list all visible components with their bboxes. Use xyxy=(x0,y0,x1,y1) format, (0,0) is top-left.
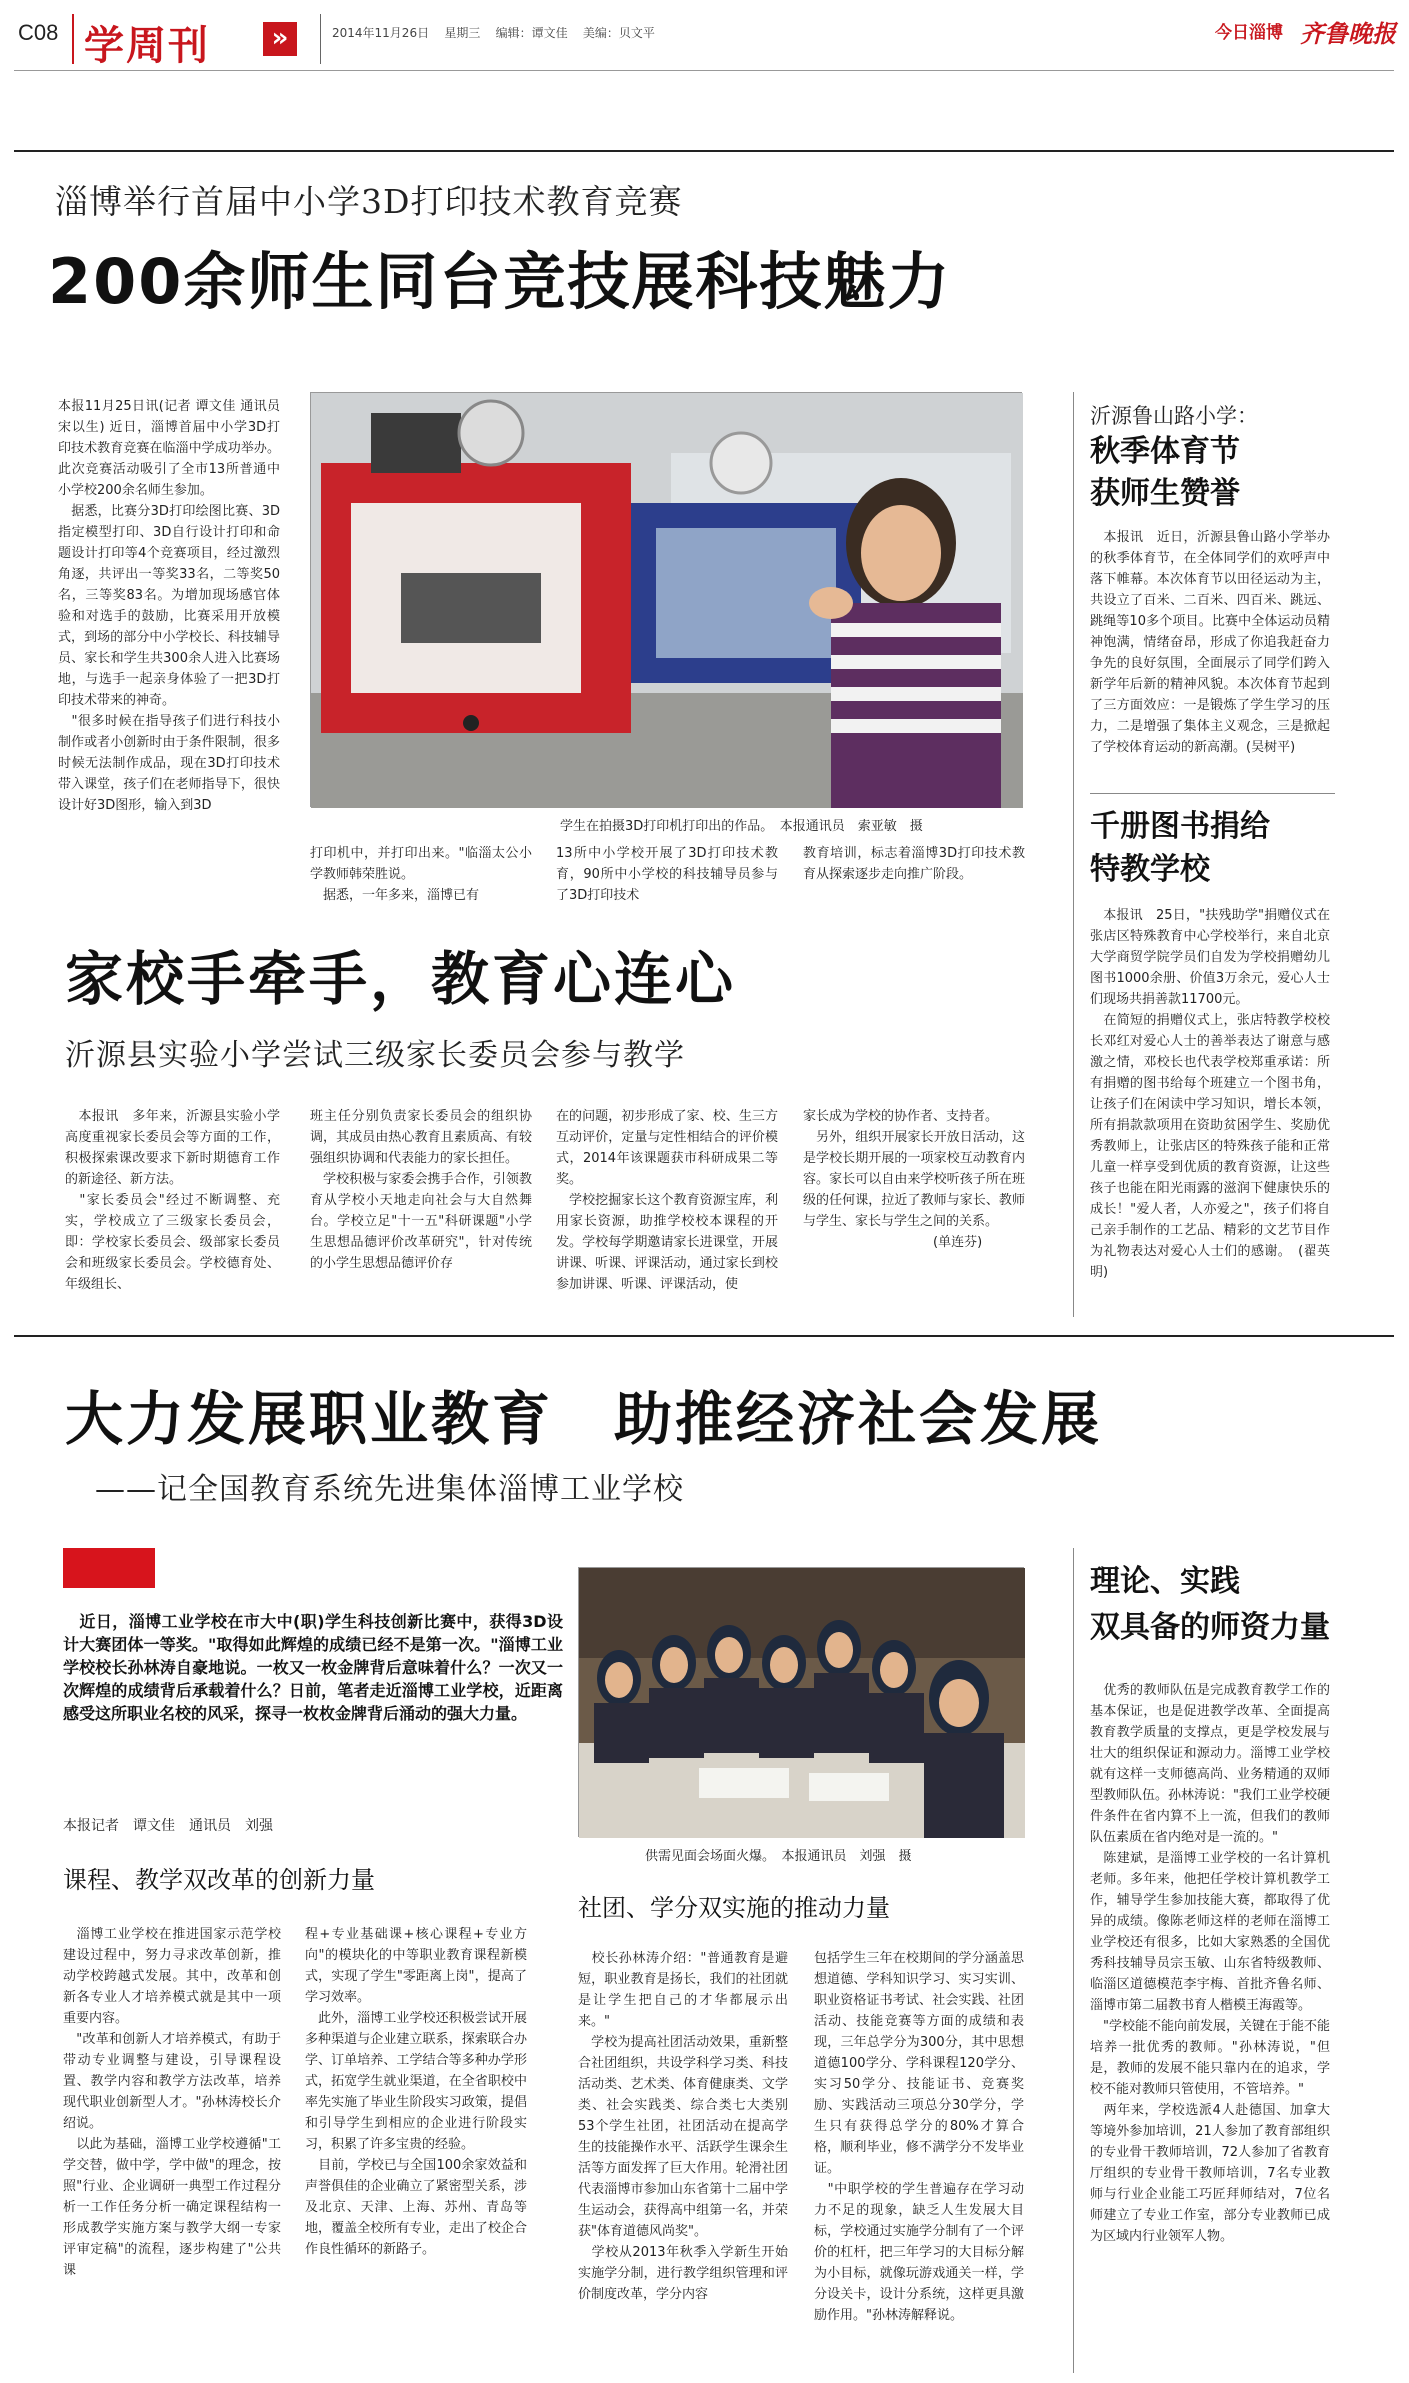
section-title: 学周刊 xyxy=(84,23,210,69)
article3-intro: 近日，淄博工业学校在市大中(职)学生科技创新比赛中，获得3D设计大赛团体一等奖。"取得如此辉煌的成绩已经不是第一次。"淄博工业学校校长孙林涛自豪地说。一枚又一枚金牌背后意味着什么？一次又一次辉煌的成绩背后承载着什么？日前，笔者走近淄博工业学校，近距离感受这所职业名校的风采，探寻一枚枚金牌背后涌动的强大力量。 xyxy=(63,1612,563,1723)
article1-headline: 200余师生同台竞技展科技魅力 xyxy=(48,245,952,318)
page-code: C08 xyxy=(18,20,59,45)
side2-body: 本报讯 25日，"扶残助学"捐赠仪式在张店区特殊教育中心学校举行，来自北京大学商贸学院学员们自发为学校捐赠幼儿图书1000余册、价值3万余元，爱心人士们现场共捐善款11700元。 在简短的捐赠仪式上，张店特教学校校长邓红对爱心人士的善举表达了谢意与感激之情，邓校长也代表学校郑重承诺：所有捐赠的图书给每个班建立一个图书角，让孩子们在闲读中学习知识，增长本领，所有捐款款项用在资助贫困学生、奖励优秀教师上，让张店区的特殊孩子能和正常儿童一样享受到优质的教育资源，让这些孩子也能在阳光雨露的滋润下健康快乐的成长！"爱人者，人亦爱之"，孩子们将自己亲手制作的工艺品、精彩的文艺节目作为礼物表达对爱心人士们的感谢。 (翟英明) xyxy=(1090,908,1330,1280)
article3-red-tab xyxy=(63,1548,155,1588)
side3-divider xyxy=(1073,1548,1074,2373)
side3-headline-line2: 双具备的师资力量 xyxy=(1090,1610,1330,1645)
article1-column-3: 13所中小学校开展了3D打印技术教育，90所中小学校的科技辅导员参与了3D打印技术 xyxy=(556,846,778,903)
article3-headline: 大力发展职业教育 助推经济社会发展 xyxy=(65,1385,1103,1453)
side-column-divider xyxy=(1073,392,1074,1317)
masthead-info xyxy=(332,24,655,41)
side1-headline-line1: 秋季体育节 xyxy=(1090,434,1240,469)
article3-subhead: ——记全国教育系统先进集体淄博工业学校 xyxy=(95,1472,684,1507)
article2-subhead: 沂源县实验小学尝试三级家长委员会参与教学 xyxy=(65,1038,685,1073)
article2-bottom-rule xyxy=(14,1335,1394,1337)
issue-date: 2014年11月26日 xyxy=(332,26,430,40)
article3-section2-column-2: 包括学生三年在校期间的学分涵盖思想道德、学科知识学习、实习实训、职业资格证书考试、社会实践、社团活动、技能竞赛等方面的成绩和表现，三年总学分为300分，其中思想道德100学分、学科课程120学分、实习50学分、技能证书、竞赛奖励、实践活动三项总分30学分，学生只有获得总学分的80%才算合格，顺利毕业，修不满学分不发毕业证。 "中职学校的学生普遍存在学习动力不足的现象，缺乏人生发展大目标，学校通过实施学分制有了一个评价的杠杆，把三年学习的大目标分解为小目标，就像玩游戏通关一样，学分设关卡，设计分系统，这样更具激励作用。"孙林涛解释说。 xyxy=(814,1951,1024,2323)
issue-weekday: 星期三 xyxy=(444,26,481,40)
side3-headline-line1: 理论、实践 xyxy=(1090,1564,1240,1599)
article1-kicker: 淄博举行首届中小学3D打印技术教育竞赛 xyxy=(55,182,683,221)
article1-photo-caption: 学生在拍摄3D打印机打印出的作品。 本报通讯员 索亚敏 摄 xyxy=(560,819,923,834)
job-fair-illustration xyxy=(579,1568,1025,1838)
side2-headline-line2: 特教学校 xyxy=(1090,852,1210,887)
masthead-divider xyxy=(320,14,321,64)
article3-photo xyxy=(578,1567,1024,1837)
brand-small: 今日淄博 xyxy=(1215,23,1283,43)
article3-section1-column-2: 程+专业基础课+核心课程+专业方向"的模块化的中等职业教育课程新模式，实现了学生"零距离上岗"，提高了学习效率。 此外，淄博工业学校还积极尝试开展多种渠道与企业建立联系，探索联合办学、订单培养、工学结合等多种办学形式，拓宽学生就业渠道，在全省职校中率先实施了毕业生阶段实习政策，提倡和引导学生到相应的企业进行阶段实习，积累了许多宝贵的经验。 目前，学校已与全国100余家效益和声誉俱佳的企业确立了紧密型关系，涉及北京、天津、上海、苏州、青岛等地，覆盖全校所有专业，走出了校企合作良性循环的新路子。 xyxy=(305,1927,527,2257)
masthead xyxy=(0,0,1409,95)
editor-credit: 编辑：谭文佳 xyxy=(495,26,568,40)
article3-section1-title: 课程、教学双改革的创新力量 xyxy=(63,1866,375,1894)
article1-column-1: 本报11月25日讯(记者 谭文佳 通讯员 宋以生) 近日，淄博首届中小学3D打印技术教育竞赛在临淄中学成功举办。此次竞赛活动吸引了全市13所普通中小学校200余名师生参加。 据悉，比赛分3D打印绘图比赛、3D指定模型打印、3D自行设计打印和命题设计打印等4个竞赛项目，经过激烈角逐，共评出一等奖33名，二等奖50名，三等奖83名。为增加现场感官体验和对选手的鼓励，比赛采用开放模式，到场的部分中小学校长、科技辅导员、家长和学生共300余人进入比赛场地，与选手一起亲身体验了一把3D打印技术带来的神奇。 "很多时候在指导孩子们进行科技小制作或者小创新时由于条件限制，很多时候无法制作成品，现在3D打印技术带入课堂，孩子们在老师指导下，很快设计好3D图形，输入到3D xyxy=(58,399,280,813)
article3-section2-title: 社团、学分双实施的推动力量 xyxy=(578,1894,890,1922)
article2-column-2: 班主任分别负责家长委员会的组织协调，其成员由热心教育且素质高、有较强组织协调和代表能力的家长担任。 学校积极与家委会携手合作，引领教育从学校小天地走向社会与大自然舞台。学校立足"十一五"科研课题"小学生思想品德评价改革研究"，针对传统的小学生思想品德评价存 xyxy=(310,1109,532,1271)
side1-kicker: 沂源鲁山路小学： xyxy=(1090,404,1258,428)
article1-column-4: 教育培训，标志着淄博3D打印技术教育从探索逐步走向推广阶段。 xyxy=(803,846,1025,882)
side2-headline-line1: 千册图书捐给 xyxy=(1090,809,1270,844)
article3-byline: 本报记者 谭文佳 通讯员 刘强 xyxy=(63,1818,273,1834)
article2-column-3: 在的问题，初步形成了家、校、生三方互动评价，定量与定性相结合的评价模式，2014年该课题获市科研成果二等奖。 学校挖掘家长这个教育资源宝库，利用家长资源，助推学校校本课程的开发。学校每学期邀请家长进课堂，开展讲课、听课、评课活动，通过家长到校参加讲课、听课、评课活动，使 xyxy=(556,1109,778,1292)
side-rule xyxy=(1090,793,1335,794)
brand-logo: 齐鲁晚报 xyxy=(1300,19,1396,48)
designer-credit: 美编：贝文平 xyxy=(582,26,655,40)
masthead-rule xyxy=(14,150,1394,152)
side1-body: 本报讯 近日，沂源县鲁山路小学举办的秋季体育节，在全体同学们的欢呼声中落下帷幕。本次体育节以田径运动为主，共设立了百米、二百米、四百米、跳远、跳绳等10多个项目。比赛中全体运动员精神饱满，情绪奋昂，形成了你追我赶奋力争先的良好氛围，全面展示了同学们跨入新学年后新的精神风貌。本次体育节起到了三方面效应：一是锻炼了学生学习的压力，二是增强了集体主义观念，三是掀起了学校体育运动的新高潮。(吴树平) xyxy=(1090,530,1330,755)
article3-section2-column-1: 校长孙林涛介绍："普通教育是避短，职业教育是扬长，我们的社团就是让学生把自己的才华都展示出来。" 学校为提高社团活动效果，重新整合社团组织，共设学科学习类、科技活动类、艺术类、体育健康类、文学类、社会实践类、综合类七大类别53个学生社团，社团活动在提高学生的技能操作水平、活跃学生课余生活等方面发挥了巨大作用。轮滑社团代表淄博市参加山东省第十二届中学生运动会，获得高中组第一名，并荣获"体育道德风尚奖"。 学校从2013年秋季入学新生开始实施学分制，进行教学组织管理和评价制度改革，学分内容 xyxy=(578,1951,788,2302)
page-code-divider xyxy=(72,14,74,64)
masthead-rule-thin xyxy=(14,70,1394,71)
side1-headline-line2: 获师生赞誉 xyxy=(1090,476,1240,511)
article2-headline: 家校手牵手，教育心连心 xyxy=(65,945,737,1013)
side3-body: 优秀的教师队伍是完成教育教学工作的基本保证，也是促进教学改革、全面提高教育教学质量的支撑点，更是学校发展与壮大的组织保证和源动力。淄博工业学校就有这样一支师德高尚、业务精通的双师型教师队伍。孙林涛说："我们工业学校硬件条件在省内算不上一流，但我们的教师队伍素质在省内绝对是一流的。" 陈建斌，是淄博工业学校的一名计算机老师。多年来，他把任学校计算机教学工作，辅导学生参加技能大赛，都取得了优异的成绩。像陈老师这样的老师在淄博工业学校还有很多，比如大家熟悉的全国优秀科技辅导员宗玉敏、山东省特级教师、临淄区道德模范李宇梅、首批齐鲁名师、淄博市第二届教书育人楷模王海霞等。 "学校能不能向前发展，关键在于能不能培养一批优秀的教师。"孙林涛说，"但是，教师的发展不能只靠内在的追求，学校不能对教师只管使用，不管培养。" 两年来，学校选派4人赴德国、加拿大等境外参加培训，21人参加了教育部组织的专业骨干教师培训，72人参加了省教育厅组织的专业骨干教师培训，7名专业教师与行业企业能工巧匠拜师结对，7位名师建立了专业工作室，部分专业教师已成为区域内行业领军人物。 xyxy=(1090,1683,1330,2244)
article1-photo xyxy=(310,392,1022,807)
article3-photo-caption: 供需见面会场面火爆。 本报通讯员 刘强 摄 xyxy=(645,1849,912,1864)
article1-column-2: 打印机中，并打印出来。"临淄太公小学教师韩荣胜说。 据悉，一年多来，淄博已有 xyxy=(310,846,532,903)
printer-student-illustration xyxy=(311,393,1023,808)
article2-column-1: 本报讯 多年来，沂源县实验小学高度重视家长委员会等方面的工作，积极探索课改要求下新时期德育工作的新途径、新方法。 "家长委员会"经过不断调整、充实，学校成立了三级家长委员会，即：学校家长委员会、级部家长委员会和班级家长委员会。学校德育处、年级组长、 xyxy=(65,1109,280,1292)
chevron-icon: » xyxy=(263,22,297,56)
article3-section1-column-1: 淄博工业学校在推进国家示范学校建设过程中，努力寻求改革创新，推动学校跨越式发展。其中，改革和创新各专业人才培养模式就是其中一项重要内容。 "改革和创新人才培养模式，有助于带动专业调整与建设，引导课程设置、教学内容和教学方法改革，培养现代职业创新型人才。"孙林涛校长介绍说。 以此为基础，淄博工业学校遵循"工学交替，做中学，学中做"的理念，按照"行业、企业调研一典型工作过程分析一工作任务分析一确定课程结构一形成教学实施方案与教学大纲一专家评审定稿"的流程，逐步构建了"公共课 xyxy=(63,1927,281,2278)
article2-column-4: 家长成为学校的协作者、支持者。 另外，组织开展家长开放日活动，这是学校长期开展的一项家校互动教育内容。家长可以自由来学校听孩子所在班级的任何课，拉近了教师与家长、教师与学生、家长与学生之间的关系。 (单连芬) xyxy=(803,1109,1025,1250)
